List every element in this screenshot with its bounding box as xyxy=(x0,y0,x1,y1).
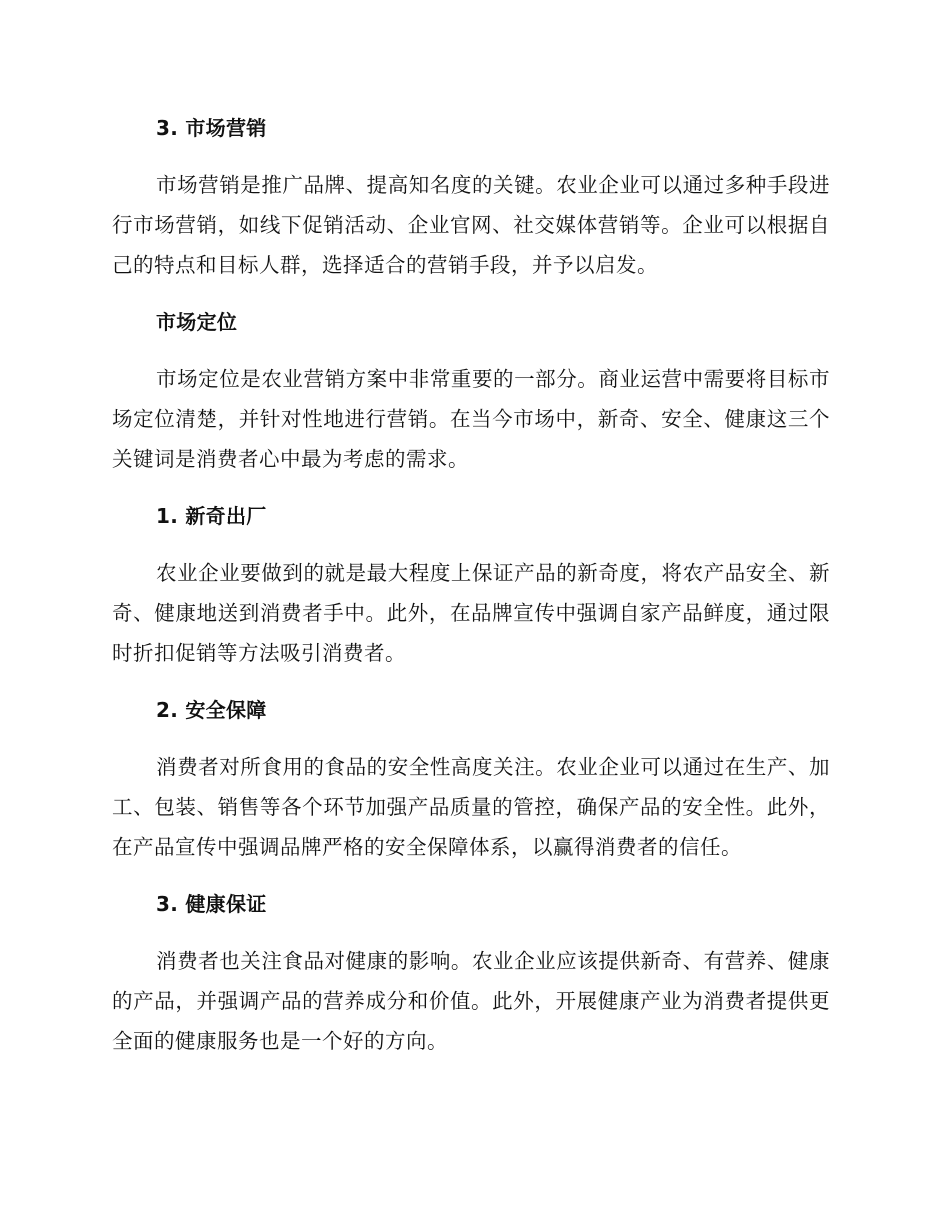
section-heading-health: 3. 健康保证 xyxy=(156,892,267,916)
section-paragraph-health: 消费者也关注食品对健康的影响。农业企业应该提供新奇、有营养、健康的产品，并强调产品的营养成分和价值。此外，开展健康产业为消费者提供更全面的健康服务也是一个好的方向。 xyxy=(112,949,830,1053)
section-paragraph-marketing: 市场营销是推广品牌、提高知名度的关键。农业企业可以通过多种手段进行市场营销，如线下促销活动、企业官网、社交媒体营销等。企业可以根据自己的特点和目标人群，选择适合的营销手段，并予以启发。 xyxy=(112,173,830,277)
section-heading-freshness: 1. 新奇出厂 xyxy=(156,504,267,528)
section-heading-marketing: 3. 市场营销 xyxy=(156,116,267,140)
section-heading-positioning: 市场定位 xyxy=(156,310,238,334)
section-paragraph-safety: 消费者对所食用的食品的安全性高度关注。农业企业可以通过在生产、加工、包装、销售等各个环节加强产品质量的管控，确保产品的安全性。此外，在产品宣传中强调品牌严格的安全保障体系，以赢得消费者的信任。 xyxy=(112,755,830,859)
section-heading-safety: 2. 安全保障 xyxy=(156,698,267,722)
section-paragraph-freshness: 农业企业要做到的就是最大程度上保证产品的新奇度，将农产品安全、新奇、健康地送到消费者手中。此外，在品牌宣传中强调自家产品鲜度，通过限时折扣促销等方法吸引消费者。 xyxy=(112,561,830,665)
section-paragraph-positioning: 市场定位是农业营销方案中非常重要的一部分。商业运营中需要将目标市场定位清楚，并针对性地进行营销。在当今市场中，新奇、安全、健康这三个关键词是消费者心中最为考虑的需求。 xyxy=(112,367,830,471)
